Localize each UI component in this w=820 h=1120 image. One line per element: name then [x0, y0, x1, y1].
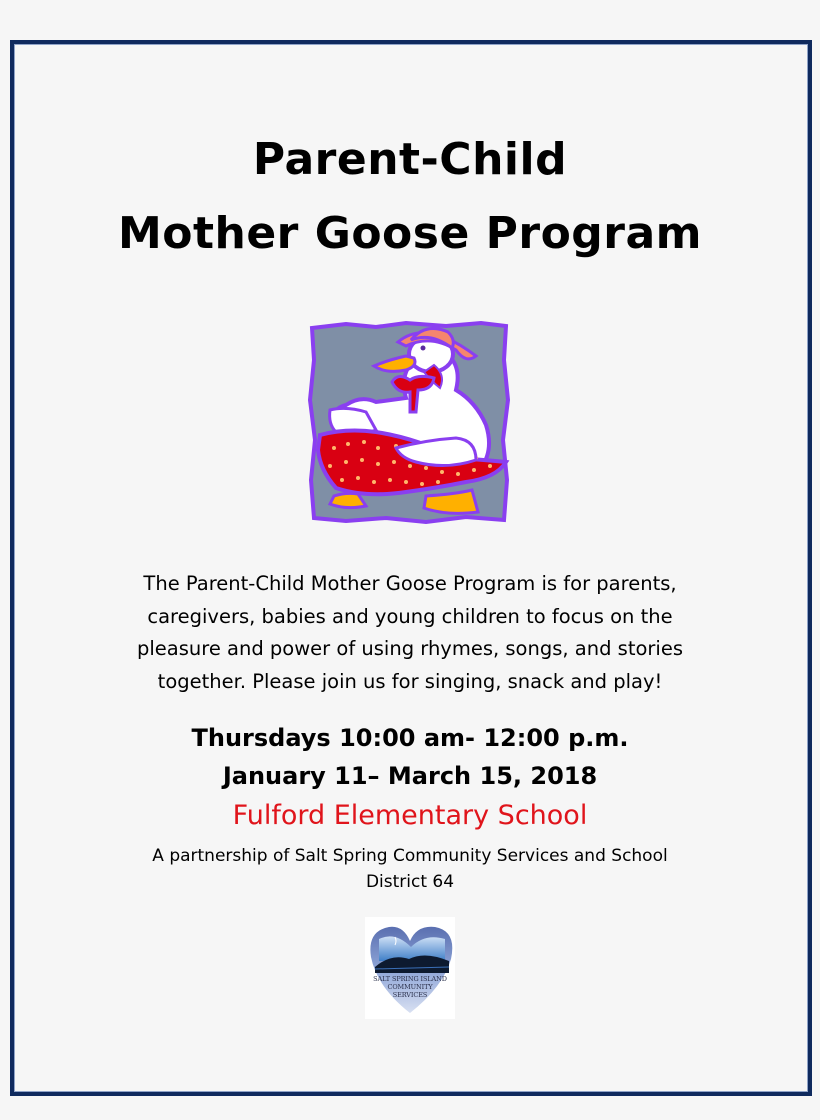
description-line: caregivers, babies and young children to focus on the	[147, 604, 673, 628]
partnership-line: A partnership of Salt Spring Community Services and School	[152, 846, 668, 866]
poster-title-line1: Parent-Child	[252, 134, 568, 185]
schedule-time: Thursdays 10:00 am- 12:00 p.m.	[191, 724, 629, 752]
description-line: The Parent-Child Mother Goose Program is for parents,	[143, 572, 677, 595]
partnership-note	[100, 843, 720, 895]
poster-title-line2: Mother Goose Program	[117, 208, 703, 259]
partnership-line: District 64	[365, 872, 455, 892]
description-line: together. Please join us for singing, snack and play!	[157, 669, 663, 693]
program-description	[60, 568, 760, 698]
community-services-logo	[365, 917, 455, 1019]
heart-icon	[365, 917, 455, 1019]
venue-name: Fulford Elementary School	[232, 800, 588, 831]
schedule-dates: January 11– March 15, 2018	[222, 762, 598, 790]
goose-illustration	[306, 320, 512, 526]
description-line: pleasure and power of using rhymes, songs, and stories	[137, 637, 683, 660]
logo-text: SALT SPRING ISLAND COMMUNITY SERVICES	[373, 975, 447, 999]
